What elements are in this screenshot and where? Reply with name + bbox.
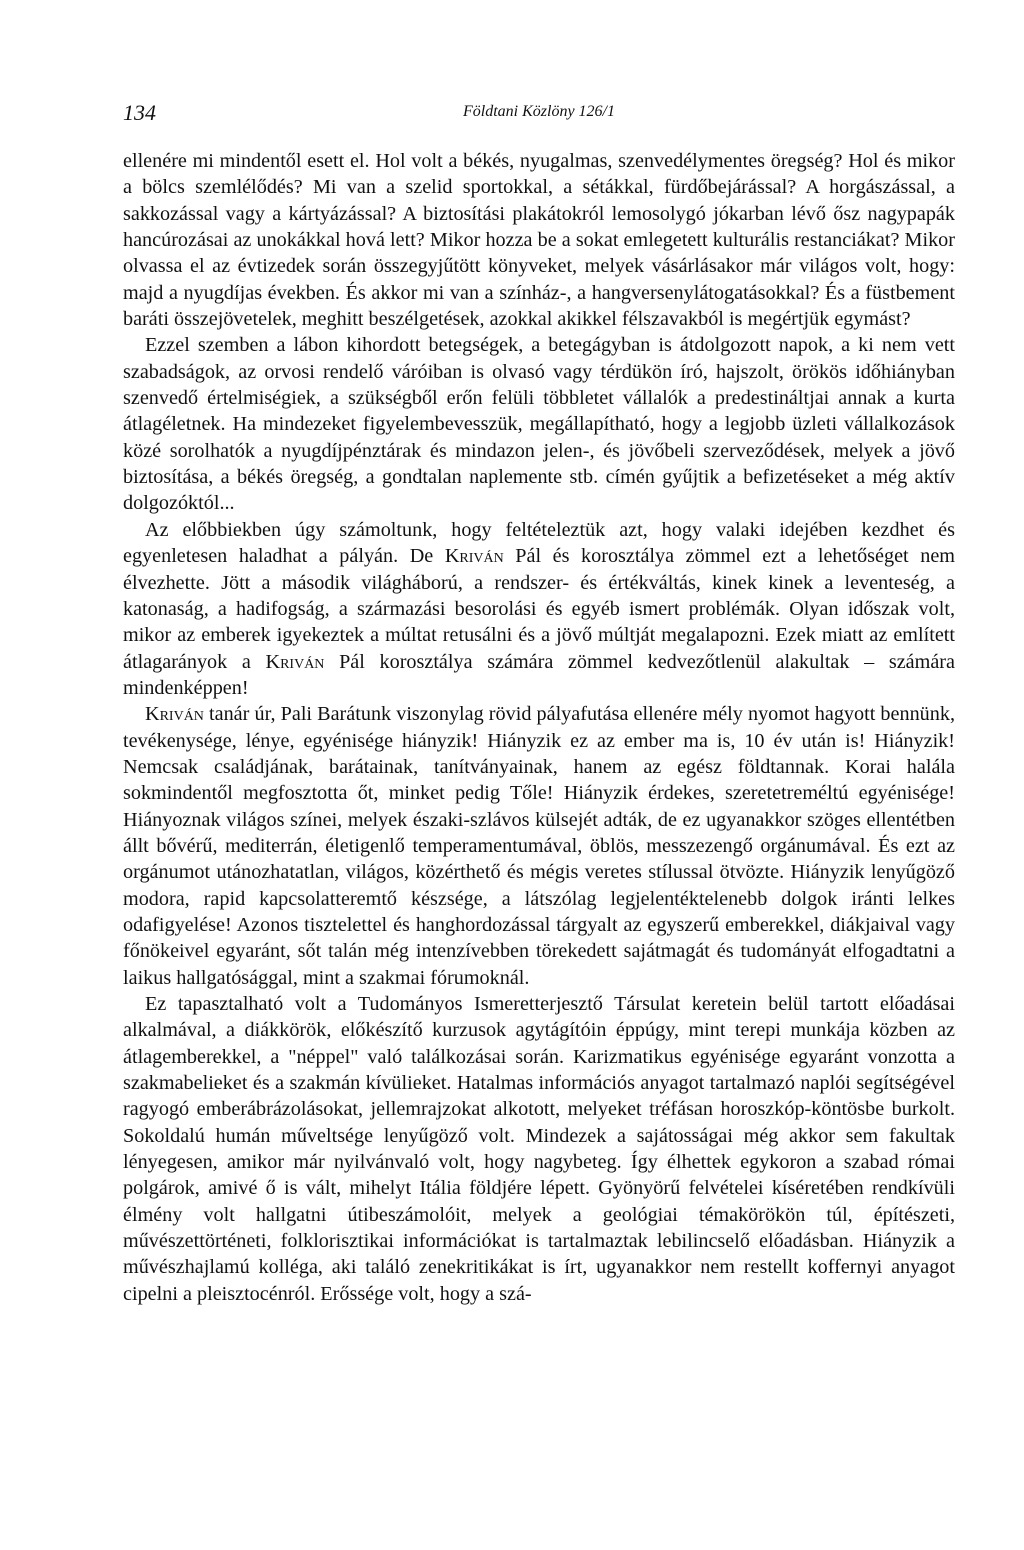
page-number: 134 bbox=[123, 100, 156, 125]
paragraph: ellenére mi mindentől esett el. Hol volt a békés, nyugalmas, szenvedélymentes öregség? Hol és mikor a bölcs szemlélődés? Mi van a szelid sportokkal, a sétákkal, fürdőbejárással? A horgászással, a sakkozással vagy a kártyázással? A biztosítási plakátokról lemosolygó jókarban lévő ősz nagypapák hancúrozásai az unokákkal hová lett? Mikor hozza be a sokat emlegetett kulturális restanciákat? Mikor olvassa el az évtizedek során összegyjűtött könyveket, melyek vásárlásakor már világos volt, hogy: majd a nyugdíjas években. És akkor mi van a színház-, a hangversenylátogatásokkal? És a füstbement baráti összejövetelek, meghitt beszélgetések, azokkal akikkel félszavakból is megértjük egymást? bbox=[123, 150, 955, 331]
document-page bbox=[123, 100, 955, 1307]
journal-title: Földtani Közlöny 126/1 bbox=[463, 103, 615, 120]
running-head bbox=[123, 100, 955, 134]
paragraph: Az előbbiekben úgy számoltunk, hogy feltételeztük azt, hogy valaki idejében kezdhet és egyenletesen haladhat a pályán. De Kriván Pál és korosztálya zömmel ezt a lehetőséget nem élvezhette. Jött a második világháború, a rendszer- és értékváltás, kinek kinek a leventeség, a katonaság, a hadifogság, a származási besorolási és egyéb ismert problémák. Olyan időszak volt, mikor az emberek igyekeztek a múltat retusálni és a jövő múltját megalapozni. Ezek miatt az említett átlagarányok a Kriván Pál korosztálya számára zömmel kedvezőtlenül alakultak – számára mindenképpen! bbox=[123, 518, 955, 699]
paragraph: Ezzel szemben a lábon kihordott betegségek, a betegágyban is átdolgozott napok, a ki nem vett szabadságok, az orvosi rendelő váróiban is olvasó vagy térdükön író, hajszolt, örökös időhiányban szenvedő értelmiségiek, a szükségből erőn felüli többletet vállalók a predestináltjai annak a kurta átlagéletnek. Ha mindezeket figyelembevesszük, megállapítható, hogy a legjobb üzleti vállalkozások közé sorolhatók a nyugdíjpénztárak és mindazon jelen-, és jövőbeli szerveződések, melyek a jövő biztosítása, a békés öregség, a gondtalan naplemente stb. címén gyűjtik a befizetéseket a még aktív dolgozóktól... bbox=[123, 334, 955, 515]
author-name-smallcaps: Kriván bbox=[444, 545, 504, 568]
paragraph: Kriván tanár úr, Pali Barátunk viszonylag rövid pályafutása ellenére mély nyomot hagyott bennünk, tevékenysége, lénye, egyénisége hiányzik! Hiányzik ez az ember ma is, 10 év után is! Hiányzik! Nemcsak családjának, barátainak, tanítványainak, hanem az egész földtannak. Korai halála sokmindentől megfosztotta őt, minket pedig Tőle! Hiányzik érdekes, szeretetreméltú egyénisége! Hiányoznak világos színei, melyek északi-szlávos külsejét adták, de ez ugyanakkor szöges ellentétben állt bővérű, mediterrán, életigenlő temperamentumával, öblös, messzezengő orgánumával. És ezt az orgánumot utánozhatatlan, világos, közérthető és mégis veretes stílussal ötvözte. Hiányzik lenyűgöző modora, rapid kapcsolatteremtő készsége, a látszólag legjelentéktelenebb dolgok iránti lelkes odafigyelése! Azonos tisztelettel és hanghordozással tárgyalt az egyszerű emberekkel, diákjaival vagy főnökeivel egyaránt, sőt talán még intenzívebben törekedett sajátmagát és tudományát elfogadtatni a laikus hallgatósággal, mint a szakmai fórumoknál. bbox=[123, 703, 955, 989]
author-name-smallcaps: Kriván bbox=[145, 703, 204, 726]
paragraph: Ez tapasztalható volt a Tudományos Ismeretterjesztő Társulat keretein belül tartott előadásai alkalmával, a diákkörök, előkészítő kurzusok agytágítóin éppúgy, mint terepi munkája közben az átlagemberekkel, a "néppel" való találkozásai során. Karizmatikus egyénisége egyaránt vonzotta a szakmabelieket és a szakmán kívülieket. Hatalmas információs anyagot tartalmazó naplói segítségével ragyogó emberábrázolásokat, jellemrajzokat alkotott, melyeket tréfásan horoszkóp-köntösbe burkolt. Sokoldalú humán műveltsége lenyűgöző volt. Mindezek a sajátosságai még akkor sem fakultak lényegesen, amikor már nyilvánvaló volt, hogy nagybeteg. Így élhettek egykoron a szabad római polgárok, amivé ő is vált, mihelyt Itália földjére lépett. Gyönyörű felvételei kíséretében rendkívüli élmény volt hallgatni útibeszámolóit, melyek a geológiai témakörökön túl, építészeti, művészettörténeti, folklorisztikai információkat is tartalmaztak lebilincselő előadásban. Hiányzik a művészhajlamú kolléga, aki találó zenekritikákat is írt, ugyanakkor nem restellt koffernyi anyagot cipelni a pleisztocénról. Erőssége volt, hogy a szá- bbox=[123, 993, 955, 1305]
body-text bbox=[123, 148, 955, 1307]
author-name-smallcaps: Kriván bbox=[265, 650, 325, 673]
